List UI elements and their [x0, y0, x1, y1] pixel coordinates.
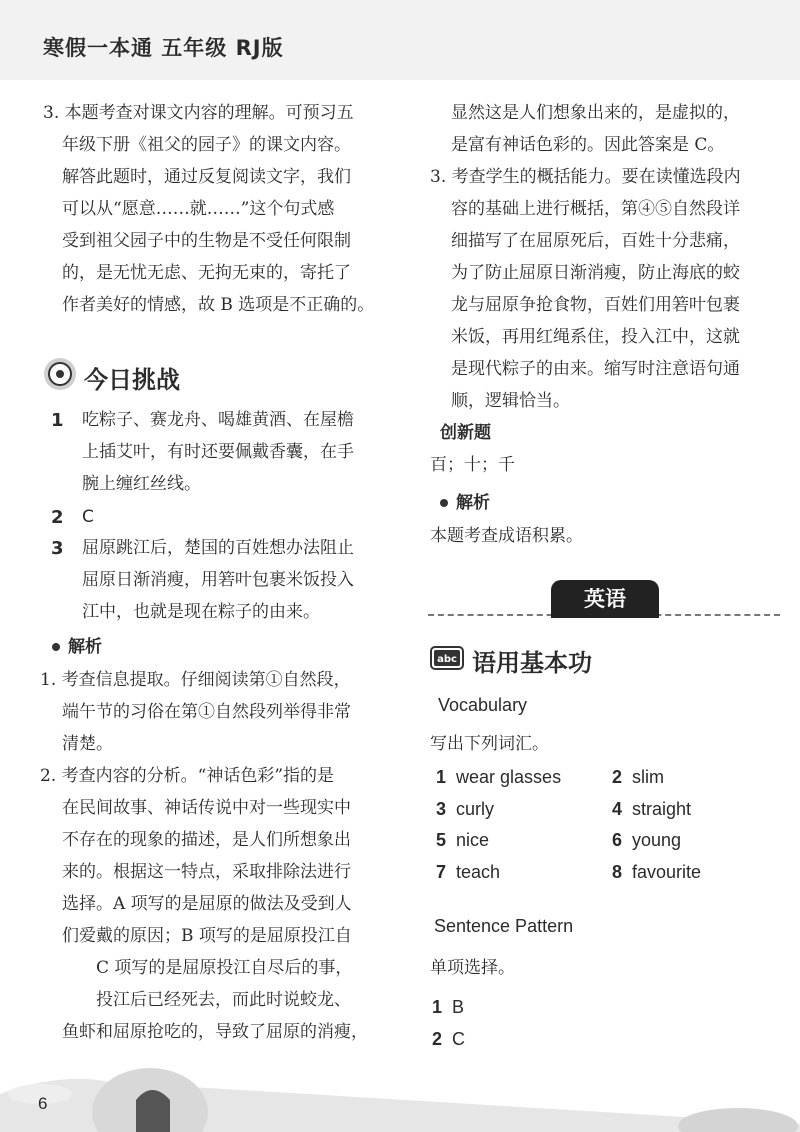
answer-3-line-4: 可以从“愿意……就……”这个句式感 — [62, 199, 335, 219]
analysis-2-line-5: 选择。A 项写的是屈原的做法及受到人 — [62, 894, 352, 914]
answer-3-line-3: 解答此题时，通过反复阅读文字，我们 — [62, 167, 351, 187]
q1-line-3: 腕上缠红丝线。 — [82, 474, 201, 494]
answer-3-line-5: 受到祖父园子中的生物是不受任何限制 — [62, 231, 351, 251]
vocab-item: 7 teach — [436, 862, 501, 882]
analysis-1-line-1: 1. 考查信息提取。仔细阅读第①自然段， — [40, 670, 351, 690]
q2-answer: C — [82, 507, 94, 527]
q1-number: 1 — [51, 410, 64, 431]
vocab-heading: Vocabulary — [438, 695, 528, 715]
analysis-heading-right — [440, 488, 490, 513]
q2-number: 2 — [51, 507, 64, 528]
footer-decoration — [0, 1032, 800, 1132]
analysis-2-line-2: 在民间故事、神话传说中对一些现实中 — [62, 798, 351, 818]
q3-line-2: 屈原日渐消瘦，用箬叶包裹米饭投入 — [82, 570, 354, 590]
analysis-2-line-3: 不存在的现象的描述，是人们所想象出 — [62, 830, 351, 850]
vocab-item: 3 curly — [436, 799, 495, 819]
analysis-1-line-3: 清楚。 — [62, 734, 113, 754]
page-number: 6 — [38, 1094, 48, 1113]
q3-line-1: 屈原跳江后，楚国的百姓想办法阻止 — [82, 538, 354, 558]
english-tab: 英语 — [551, 580, 659, 618]
page-header — [0, 0, 800, 80]
vocab-item: 5 nice — [436, 830, 490, 850]
analysis-heading-left — [52, 632, 102, 657]
analysis-2-line-1: 2. 考查内容的分析。“神话色彩”指的是 — [40, 766, 335, 786]
sentence-heading: Sentence Pattern — [434, 916, 574, 936]
sentence-instruction: 单项选择。 — [430, 958, 515, 978]
q1-line-1: 吃粽子、赛龙舟、喝雄黄酒、在屋檐 — [82, 410, 354, 430]
analysis-2-line-4: 来的。根据这一特点，采取排除法进行 — [62, 862, 351, 882]
answer-3-line-6: 的，是无忧无虑、无拘无束的，寄托了 — [62, 263, 351, 283]
vocab-instruction: 写出下列词汇。 — [430, 734, 549, 754]
innovation-title: 创新题 — [440, 423, 491, 443]
analysis-3-line-6: 米饭，再用红绳系住，投入江中，这就 — [451, 327, 740, 347]
vocab-item: 1 wear glasses — [436, 767, 562, 787]
right-top-line-1: 显然这是人们想象出来的，是虚拟的， — [451, 103, 740, 123]
analysis-label: 解析 — [456, 493, 490, 513]
header-title: 寒假一本通 五年级 RJ版 — [43, 36, 284, 60]
choice-answer: 2 C — [432, 1029, 466, 1049]
bullet-dot-icon — [52, 643, 60, 651]
analysis-3-line-7: 是现代粽子的由来。缩写时注意语句通 — [451, 359, 740, 379]
analysis-3-line-1: 3. 考查学生的概括能力。要在读懂选段内 — [430, 167, 741, 187]
vocab-item: 6 young — [612, 830, 682, 850]
right-top-line-2: 是富有神话色彩的。因此答案是 C。 — [451, 135, 725, 155]
choice-answer: 1 B — [432, 997, 465, 1017]
svg-text:abc: abc — [437, 654, 457, 665]
q3-line-3: 江中，也就是现在粽子的由来。 — [82, 602, 320, 622]
answer-3-line-1: 3. 本题考查对课文内容的理解。可预习五 — [43, 103, 354, 123]
analysis-3-line-2: 容的基础上进行概括，第④⑤自然段详 — [451, 199, 740, 219]
abc-icon — [430, 646, 464, 670]
q3-number: 3 — [51, 538, 64, 559]
answer-3-line-2: 年级下册《祖父的园子》的课文内容。 — [62, 135, 351, 155]
english-section-title: 语用基本功 — [472, 649, 592, 677]
analysis-3-line-5: 龙与屈原争抢食物，百姓们用箬叶包裹 — [451, 295, 740, 315]
analysis-2-line-6: 们爱戴的原因；B 项写的是屈原投江自 — [62, 926, 352, 946]
analysis-1-line-2: 端午节的习俗在第①自然段列举得非常 — [62, 702, 351, 722]
analysis-2-line-9: 鱼虾和屈原抢吃的，导致了屈原的消瘦， — [62, 1022, 368, 1042]
vocab-item: 4 straight — [612, 799, 692, 819]
innovation-answer: 百；十；千 — [430, 455, 515, 475]
analysis-3-line-3: 细描写了在屈原死后，百姓十分悲痛， — [451, 231, 740, 251]
vocab-item: 2 slim — [612, 767, 665, 787]
q1-line-2: 上插艾叶，有时还要佩戴香囊，在手 — [82, 442, 354, 462]
bullet-dot-icon — [440, 499, 448, 507]
challenge-badge-icon — [42, 356, 78, 392]
challenge-title: 今日挑战 — [84, 366, 180, 394]
answer-3-line-7: 作者美好的情感，故 B 选项是不正确的。 — [62, 295, 375, 315]
analysis-3-line-4: 为了防止屈原日渐消瘦，防止海底的蛟 — [451, 263, 740, 283]
analysis-label: 解析 — [68, 637, 102, 657]
vocab-item: 8 favourite — [612, 862, 702, 882]
analysis-2-line-7: C 项写的是屈原投江自尽后的事， — [96, 958, 353, 978]
analysis-right-text: 本题考查成语积累。 — [430, 526, 583, 546]
analysis-3-line-8: 顺，逻辑恰当。 — [451, 391, 570, 411]
analysis-2-line-8: 投江后已经死去，而此时说蛟龙、 — [96, 990, 351, 1010]
